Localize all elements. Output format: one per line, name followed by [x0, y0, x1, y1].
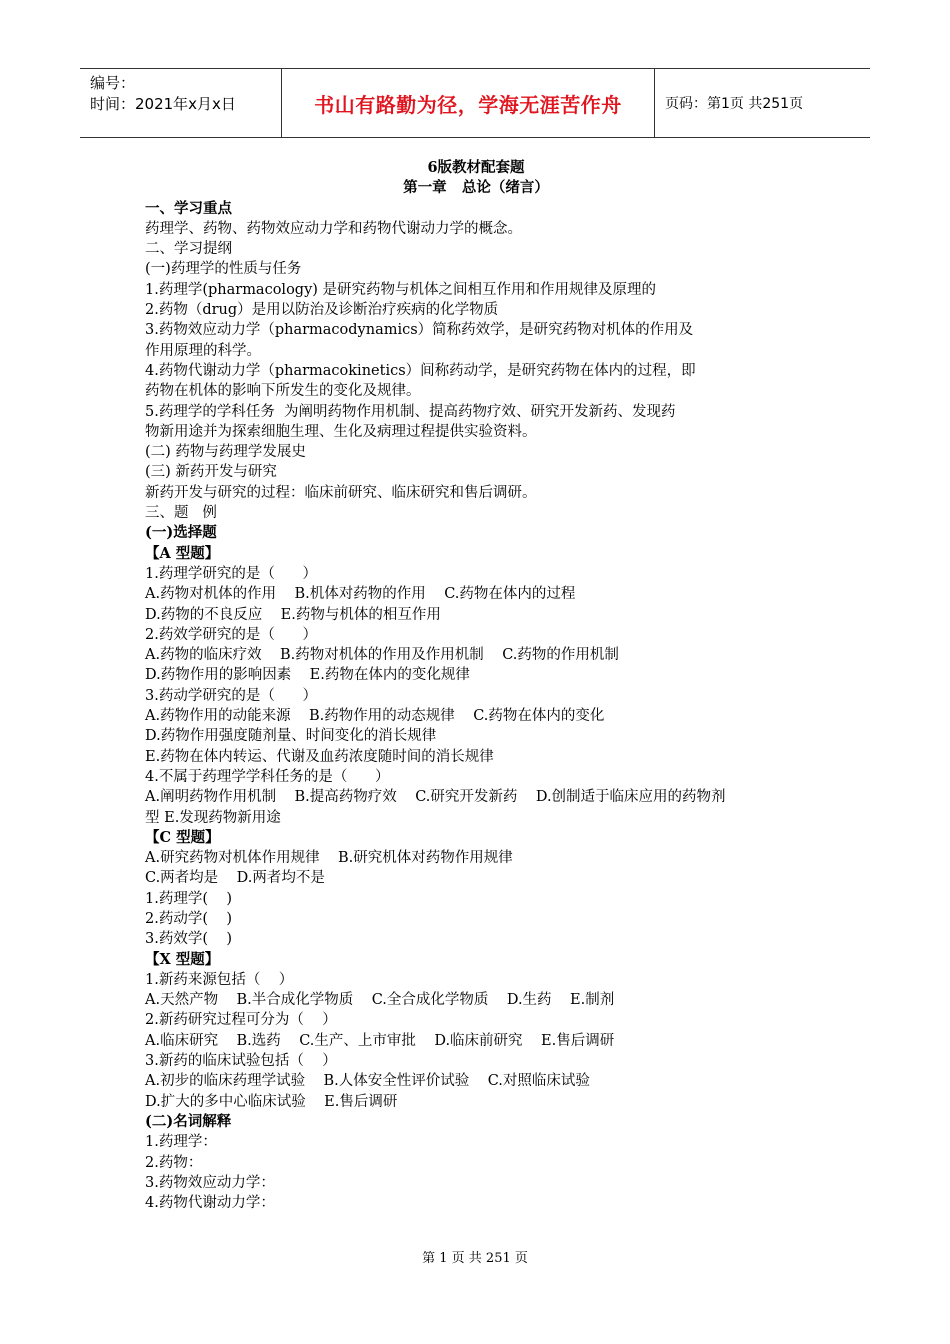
- code-label: 编号：: [90, 74, 136, 92]
- body-line: A.药物对机体的作用 B.机体对药物的作用 C.药物在体内的过程: [145, 586, 576, 603]
- body-line: E.药物在体内转运、代谢及血药浓度随时间的消长规律: [145, 748, 494, 765]
- body-line: 1.新药来源包括（ ）: [145, 971, 294, 988]
- document-title: 6版教材配套题: [427, 159, 525, 176]
- body-line: 物新用途并为探索细胞生理、生化及病理过程提供实验资料。: [145, 423, 537, 440]
- body-line: A.初步的临床药理学试验 B.人体安全性评价试验 C.对照临床试验: [145, 1073, 590, 1090]
- body-line: 一、学习重点: [145, 199, 232, 217]
- body-line: A.阐明药物作用机制 B.提高药物疗效 C.研究开发新药 D.创制适于临床应用的药物剂: [145, 789, 726, 806]
- body-line: 二、学习提纲: [145, 241, 232, 258]
- body-line: A.研究药物对机体作用规律 B.研究机体对药物作用规律: [145, 850, 513, 867]
- body-line: 4.药物代谢动力学（pharmacokinetics）间称药动学，是研究药物在体内的过程，即: [145, 362, 696, 379]
- body-line: D.扩大的多中心临床试验 E.售后调研: [145, 1093, 398, 1110]
- body-line: D.药物作用强度随剂量、时间变化的消长规律: [145, 728, 437, 745]
- body-line: 作用原理的科学。: [145, 342, 261, 359]
- body-line: 型 E.发现药物新用途: [145, 809, 281, 826]
- body-line: A.药物作用的动能来源 B.药物作用的动态规律 C.药物在体内的变化: [145, 708, 605, 725]
- body-line: 1.药理学( ): [145, 890, 233, 907]
- body-line: 3.药效学( ): [145, 931, 233, 948]
- body-line: 5.药理学的学科任务 为阐明药物作用机制、提高药物疗效、研究开发新药、发现药: [145, 403, 676, 420]
- header-page-info: 页码：第1页 共251页: [665, 96, 804, 112]
- body-line: (一)药理学的性质与任务: [145, 261, 302, 278]
- body-line: 1.药理学研究的是（ ）: [145, 565, 317, 582]
- body-line: D.药物作用的影响因素 E.药物在体内的变化规律: [145, 667, 470, 684]
- body-line: A.天然产物 B.半合成化学物质 C.全合成化学物质 D.生药 E.制剂: [145, 992, 615, 1009]
- body-line: A.药物的临床疗效 B.药物对机体的作用及作用机制 C.药物的作用机制: [145, 647, 619, 664]
- body-line: 3.药动学研究的是（ ）: [145, 687, 317, 704]
- body-line: 药理学、药物、药物效应动力学和药物代谢动力学的概念。: [145, 220, 522, 237]
- body-line: 药物在机体的影响下所发生的变化及规律。: [145, 383, 421, 400]
- header-info-cell: [80, 69, 282, 137]
- date-label: 时间：2021年x月x日: [90, 95, 236, 113]
- body-line: 3.药物效应动力学（pharmacodynamics）简称药效学，是研究药物对机体的作用及: [145, 322, 694, 339]
- body-line: 2.药效学研究的是（ ）: [145, 626, 317, 643]
- body-line: 2.药动学( ): [145, 910, 233, 927]
- body-line: (三) 新药开发与研究: [145, 464, 277, 481]
- body-line: 三、题 例: [145, 505, 217, 522]
- body-line: (一)选择题: [145, 524, 217, 542]
- body-line: A.临床研究 B.选药 C.生产、上市审批 D.临床前研究 E.售后调研: [145, 1032, 615, 1049]
- body-line: 4.药物代谢动力学：: [145, 1195, 275, 1212]
- body-line: 1.药理学(pharmacology) 是研究药物与机体之间相互作用和作用规律及原理的: [145, 281, 657, 298]
- body-line: 【C 型题】: [145, 828, 220, 846]
- body-line: 2.新药研究过程可分为（ ）: [145, 1012, 337, 1029]
- chapter-title: 第一章 总论（绪言）: [403, 179, 549, 197]
- header-slogan: 书山有路勤为径，学海无涯苦作舟: [282, 69, 655, 137]
- body-line: 2.药物（drug）是用以防治及诊断治疗疾病的化学物质: [145, 302, 499, 319]
- body-line: 【A 型题】: [145, 544, 220, 562]
- body-line: 新药开发与研究的过程：临床前研究、临床研究和售后调研。: [145, 484, 537, 501]
- body-line: 2.药物：: [145, 1154, 203, 1171]
- page-header: [80, 68, 870, 138]
- body-line: 【X 型题】: [145, 950, 220, 968]
- body-line: 3.新药的临床试验包括（ ）: [145, 1053, 337, 1070]
- body-lines: [145, 199, 807, 1214]
- body-line: (二) 药物与药理学发展史: [145, 444, 306, 461]
- document-body: [145, 158, 807, 1213]
- body-line: (二)名词解释: [145, 1112, 232, 1130]
- page-footer: 第 1 页 共 251 页: [422, 1251, 528, 1266]
- body-line: 4.不属于药理学学科任务的是（ ）: [145, 768, 390, 785]
- body-line: 3.药物效应动力学：: [145, 1174, 275, 1191]
- body-line: D.药物的不良反应 E.药物与机体的相互作用: [145, 606, 441, 623]
- body-line: 1.药理学：: [145, 1134, 217, 1151]
- body-line: C.两者均是 D.两者均不是: [145, 870, 325, 887]
